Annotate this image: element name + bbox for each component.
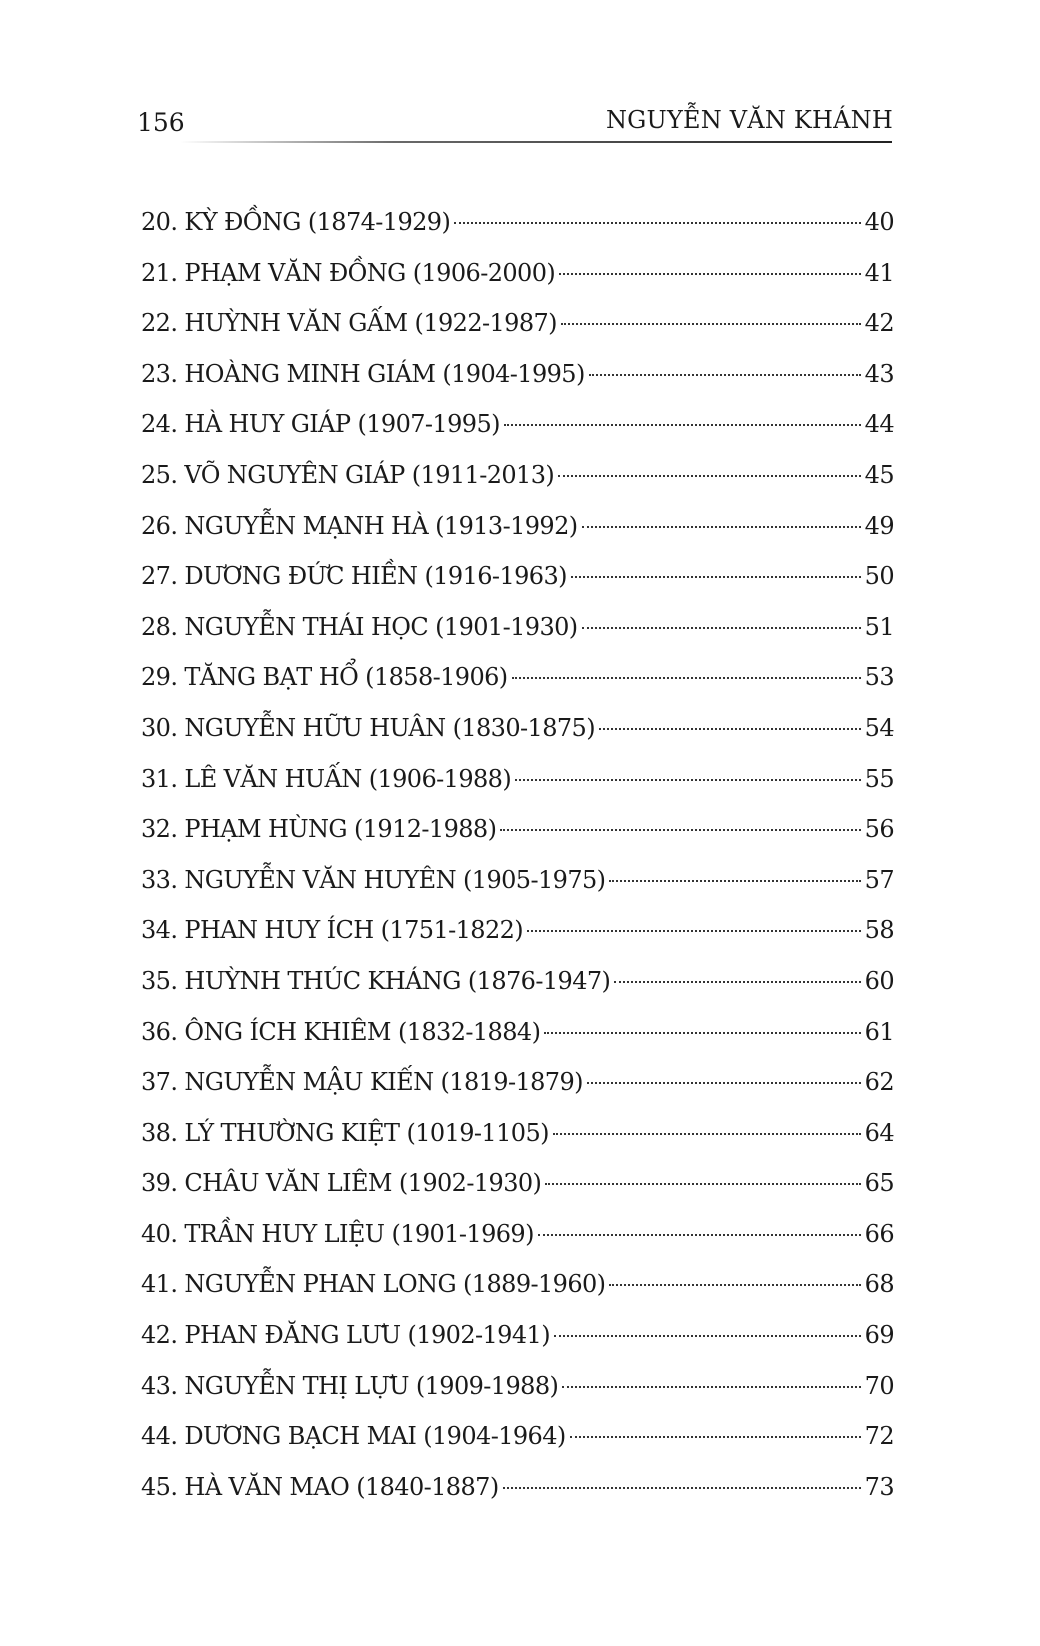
toc-item (141, 611, 894, 662)
toc-entry-title: 30. NGUYỄN HỮU HUÂN (1830-1875) (141, 713, 595, 742)
toc-item (141, 1471, 894, 1522)
toc-page-number: 51 (864, 612, 894, 641)
toc-page-number: 60 (864, 966, 894, 995)
toc-dot-leader (561, 323, 861, 325)
toc-entry-title: 32. PHẠM HÙNG (1912-1988) (141, 815, 497, 844)
toc-page-number: 58 (864, 916, 894, 945)
toc-entry-title: 31. LÊ VĂN HUẤN (1906-1988) (141, 764, 512, 793)
toc-entry-title: 23. HOÀNG MINH GIÁM (1904-1995) (141, 359, 585, 388)
toc-entry-title: 35. HUỲNH THÚC KHÁNG (1876-1947) (141, 966, 611, 995)
toc-item (141, 1016, 894, 1067)
toc-item (141, 307, 894, 358)
toc-dot-leader (544, 1032, 860, 1034)
running-head: NGUYỄN VĂN KHÁNH (605, 106, 893, 134)
toc-item (141, 1167, 894, 1218)
toc-dot-leader (589, 374, 861, 376)
toc-dot-leader (515, 779, 861, 781)
toc-dot-leader (559, 273, 861, 275)
toc-entry-title: 33. NGUYỄN VĂN HUYÊN (1905-1975) (141, 865, 606, 894)
toc-item (141, 206, 894, 257)
header-rule (180, 141, 892, 143)
toc-item (141, 712, 894, 763)
toc-entry-title: 45. HÀ VĂN MAO (1840-1887) (141, 1472, 499, 1501)
toc-page-number: 68 (864, 1270, 894, 1299)
toc-item (141, 813, 894, 864)
toc-page-number: 53 (864, 663, 894, 692)
toc-item (141, 1218, 894, 1269)
toc-page-number: 41 (864, 258, 894, 287)
toc-item (141, 914, 894, 965)
toc-page-number: 43 (864, 359, 894, 388)
toc-dot-leader (500, 829, 860, 831)
toc-page-number: 55 (864, 764, 894, 793)
toc-page-number: 72 (864, 1422, 894, 1451)
toc-page-number: 62 (864, 1068, 894, 1097)
toc-dot-leader (503, 1487, 861, 1489)
toc-page-number: 64 (864, 1118, 894, 1147)
toc-entry-title: 41. NGUYỄN PHAN LONG (1889-1960) (141, 1270, 606, 1299)
toc-dot-leader (554, 1335, 861, 1337)
toc-dot-leader (570, 1436, 861, 1438)
toc-item (141, 510, 894, 561)
toc-page-number: 42 (864, 309, 894, 338)
toc-dot-leader (599, 728, 861, 730)
toc-item (141, 358, 894, 409)
toc-page-number: 49 (864, 511, 894, 540)
toc-page-number: 70 (864, 1371, 894, 1400)
toc-entry-title: 43. NGUYỄN THỊ LỰU (1909-1988) (141, 1371, 559, 1400)
toc-entry-title: 25. VÕ NGUYÊN GIÁP (1911-2013) (141, 460, 555, 489)
toc-dot-leader (609, 1284, 860, 1286)
toc-dot-leader (558, 475, 860, 477)
toc-item (141, 560, 894, 611)
toc-item (141, 408, 894, 459)
toc-page-number: 45 (864, 460, 894, 489)
toc-dot-leader (614, 981, 860, 983)
toc-page-number: 56 (864, 815, 894, 844)
toc-entry-title: 44. DƯƠNG BẠCH MAI (1904-1964) (141, 1422, 566, 1451)
toc-item (141, 864, 894, 915)
toc-page-number: 69 (864, 1321, 894, 1350)
toc-dot-leader (571, 576, 861, 578)
toc-entry-title: 39. CHÂU VĂN LIÊM (1902-1930) (141, 1169, 542, 1198)
toc-item (141, 661, 894, 712)
table-of-contents (141, 206, 894, 1521)
toc-dot-leader (587, 1082, 861, 1084)
toc-dot-leader (454, 222, 860, 224)
toc-entry-title: 36. ÔNG ÍCH KHIÊM (1832-1884) (141, 1017, 541, 1046)
toc-dot-leader (553, 1133, 861, 1135)
toc-entry-title: 29. TĂNG BẠT HỔ (1858-1906) (141, 663, 508, 692)
toc-page-number: 57 (864, 865, 894, 894)
toc-page-number: 40 (864, 208, 894, 236)
toc-page-number: 44 (864, 410, 894, 439)
toc-dot-leader (582, 526, 861, 528)
toc-page-number: 73 (864, 1472, 894, 1501)
toc-entry-title: 21. PHẠM VĂN ĐỒNG (1906-2000) (141, 258, 556, 287)
toc-entry-title: 20. KỲ ĐỒNG (1874-1929) (141, 208, 451, 236)
toc-entry-title: 27. DƯƠNG ĐỨC HIỀN (1916-1963) (141, 562, 567, 591)
toc-item (141, 459, 894, 510)
toc-dot-leader (512, 677, 861, 679)
toc-entry-title: 22. HUỲNH VĂN GẤM (1922-1987) (141, 309, 557, 338)
toc-item (141, 763, 894, 814)
page-number: 156 (137, 108, 185, 137)
toc-page-number: 66 (864, 1219, 894, 1248)
toc-dot-leader (582, 627, 861, 629)
toc-item (141, 1420, 894, 1471)
toc-dot-leader (545, 1183, 860, 1185)
toc-entry-title: 37. NGUYỄN MẬU KIẾN (1819-1879) (141, 1068, 583, 1097)
toc-page-number: 61 (864, 1017, 894, 1046)
toc-entry-title: 26. NGUYỄN MẠNH HÀ (1913-1992) (141, 511, 578, 540)
toc-entry-title: 42. PHAN ĐĂNG LƯU (1902-1941) (141, 1321, 550, 1350)
toc-dot-leader (538, 1234, 861, 1236)
toc-item (141, 257, 894, 308)
toc-dot-leader (609, 880, 860, 882)
toc-entry-title: 24. HÀ HUY GIÁP (1907-1995) (141, 410, 500, 439)
toc-item (141, 1117, 894, 1168)
toc-dot-leader (527, 930, 861, 932)
toc-item (141, 1066, 894, 1117)
toc-entry-title: 40. TRẦN HUY LIỆU (1901-1969) (141, 1219, 534, 1248)
toc-entry-title: 38. LÝ THƯỜNG KIỆT (1019-1105) (141, 1118, 549, 1147)
toc-page-number: 54 (864, 713, 894, 742)
toc-item (141, 965, 894, 1016)
toc-entry-title: 34. PHAN HUY ÍCH (1751-1822) (141, 916, 524, 945)
toc-entry-title: 28. NGUYỄN THÁI HỌC (1901-1930) (141, 612, 578, 641)
toc-dot-leader (504, 424, 861, 426)
toc-item (141, 1268, 894, 1319)
toc-dot-leader (562, 1386, 860, 1388)
toc-item (141, 1319, 894, 1370)
toc-page-number: 65 (864, 1169, 894, 1198)
toc-item (141, 1370, 894, 1421)
toc-page-number: 50 (864, 562, 894, 591)
